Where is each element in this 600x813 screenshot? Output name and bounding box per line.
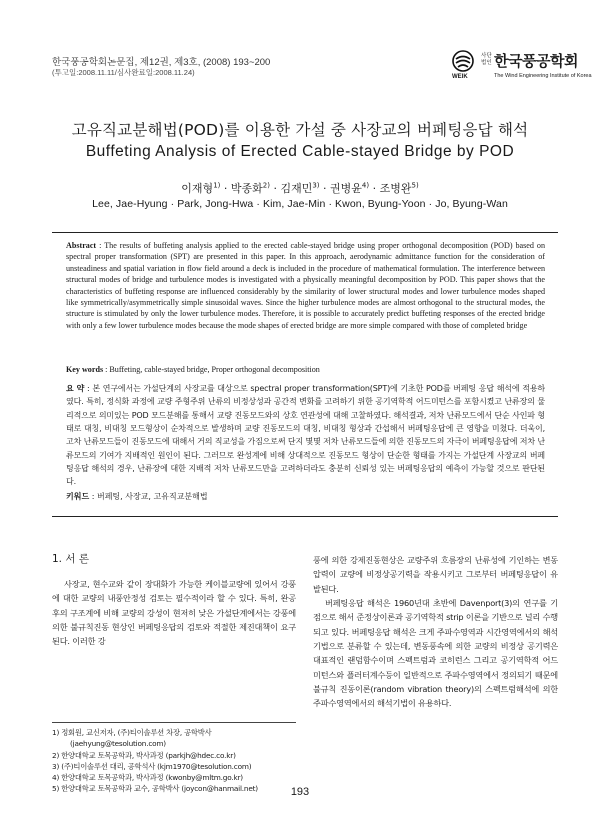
korean-keywords-text: : 버페팅, 사장교, 고유직교분해법	[91, 492, 208, 501]
author-name: 조병완	[379, 182, 412, 195]
keywords-text: : Buffeting, cable-stayed bridge, Proper orthogonal decomposition	[105, 365, 320, 374]
logo-society-name: 한국풍공학회	[494, 52, 578, 70]
abstract-english	[66, 240, 545, 331]
footnote: 5) 한양대학교 토목공학과 교수, 공학박사 (joycon@hanmail.net)	[52, 784, 258, 794]
korean-keywords-label: 키워드	[66, 492, 90, 501]
left-column-body	[52, 577, 296, 649]
korean-abstract-text: : 본 연구에서는 가설단계의 사장교를 대상으로 spectral proper transformation(SPT)에 기초한 POD를 버페팅 응답 해석에 적용하였다. 특히, 정식화 과정에 교량 주형주위 난류의 비정상성과 공간적 변화를 고려하기 위한 공기역학적 어드미턴스를 포함시켰고 난류장의 물리적으로 의미있는 POD 모드분해를 통해서 교량 진동모드와의 상호 연관성에 대해 고찰하였다. 해석결과, 저차 난류모드에서 단순 사인파 형태로 대칭, 비대칭 모드형상이 순차적으로 발생하며 교량 진동모드의 대칭, 비대칭 형상과 간섭해서 버페팅응답에 큰 영향을 미쳤다. 더욱이, 고차 난류모드들이 진동모드에 대해서 거의 직교성을 가짐으로써 단지 몇몇 저차 난류모드들에 의한 진동모드의 자극이 버페팅응답에 저차 난류모드의 기여가 지배적인 원인이 된다. 그러므로 완성계에 비해 상대적으로 진동모드 형상이 단순한 형태를 가지는 가설단계 사장교의 버페팅응답 해석의 경우, 난류장에 대한 지배적 저차 난류모드만을 고려하더라도 충분히 신뢰성 있는 버페팅응답의 예측이 가능할 것으로 판단된다.	[66, 384, 545, 487]
logo-abbrev: WEIK	[452, 74, 468, 80]
footnotes	[52, 727, 296, 795]
abstract-label: Abstract	[66, 241, 97, 250]
author-affiliation-mark: 4)	[361, 181, 370, 190]
wind-logo-icon	[452, 50, 474, 72]
keywords-korean	[66, 491, 545, 502]
author-name: 이재형	[181, 182, 214, 195]
footnote: 3) (주)티이솔루션 대리, 공학석사 (kjm1970@tesolution.com)	[52, 761, 252, 771]
authors-english: Lee, Jae-Hyung · Park, Jong-Hwa · Kim, Jae-Min · Kwon, Byung-Yoon · Jo, Byung-Wan	[92, 198, 508, 210]
page-number: 193	[290, 786, 310, 798]
logo-prefix: 사단 법인	[481, 53, 492, 66]
keywords-label: Key words	[66, 365, 104, 374]
top-rule	[52, 232, 558, 233]
journal-citation: 한국풍공학회논문집, 제12권, 제3호, (2008) 193~200	[52, 57, 271, 68]
footnote: 4) 한양대학교 토목공학과, 박사과정 (kwonby@mltm.go.kr)	[52, 773, 243, 783]
author-separator: ·	[220, 182, 231, 195]
author-name: 권병윤	[330, 182, 362, 195]
author-affiliation-mark: 1)	[213, 181, 221, 190]
body-paragraph: 풍에 의한 강제진동현상은 교량주위 흐름장의 난류성에 기인하는 변동압력이 교량에 비정상공기력을 작용시키고 그로부터 버페팅응답이 유발된다.	[313, 555, 558, 594]
footnote: 2) 한양대학교 토목공학과, 박사과정 (parkjh@hdec.co.kr)	[52, 750, 236, 760]
section-heading-introduction: 1. 서 론	[52, 553, 89, 565]
author-name: 박종화	[230, 182, 263, 195]
bottom-rule	[52, 516, 558, 517]
paper-title-english: Buffeting Analysis of Erected Cable-stayed Bridge by POD	[85, 143, 515, 160]
author-affiliation-mark: 2)	[262, 181, 270, 190]
society-logo	[452, 50, 592, 86]
body-paragraph: 사장교, 현수교와 같이 장대화가 가능한 케이블교량에 있어서 강풍에 대한 교량의 내풍안정성 검토는 필수적이라 할 수 있다. 특히, 완공후의 구조계에 비해 교량의 강성이 현저히 낮은 가설단계에서는 강풍에 의한 불규칙진동 현상인 버페팅응답의 검토와 적절한 제진대책이 요구된다. 이러한 강	[52, 579, 296, 647]
abstract-korean	[66, 382, 545, 489]
keywords-english	[66, 365, 545, 374]
authors-korean	[0, 180, 600, 196]
logo-english-name: The Wind Engineering Institute of Korea	[494, 73, 592, 79]
author-separator: ·	[319, 182, 331, 195]
author-affiliation-mark: 3)	[312, 181, 320, 190]
author-affiliation-mark: 5)	[411, 181, 419, 190]
submission-dates: (투고일:2008.11.11/심사완료일:2008.11.24)	[52, 68, 195, 77]
footnote-continuation: (jaehyung@tesolution.com)	[70, 739, 166, 749]
footnote: 1) 정회원, 교신저자, (주)티이솔루션 차장, 공학박사	[52, 728, 212, 737]
body-paragraph: 버페팅응답 해석은 1960년대 초반에 Davenport(3)의 연구를 기점으로 해서 준정상이론과 공기역학적 strip 이론을 기반으로 널리 수행되고 있다. 버페팅응답 해석은 크게 주파수영역과 시간영역에서의 해석기법으로 분류할 수 있는데, 변동풍속에 의한 교량의 비정상 공기력은 대표적인 랜덤함수이며 스펙트럼과 코히런스 그리고 공기역학적 어드미턴스와 플러터계수등이 일반적으로 주파수영역에서 정의되기 때문에 불규칙 진동이론(random vibration theory)의 스펙트럼해석에 의한 주파수영역에서의 해석기법이 유용하다.	[313, 598, 558, 709]
abstract-text: : The results of buffeting analysis applied to the erected cable-stayed bridge using proper orthogonal decomposition (POD) based on spectral proper transformation (SPT) are presented in this paper. In this approach, aerodynamic admittance function for the consideration of unsteadiness and spatial variation in flow field around a deck is included in the procedure of mathematical formulation. The interference between structural modes of bridge and turbulence modes is investigated with a physically meaningful decomposition by POD. This paper shows that the characteristics of buffeting response are influenced considerably by the similarity of lower structural modes and lower turbulence modes shaped like symmetrically/asymmetrically simple sinusoidal waves. Since the higher turbulence modes are almost orthogonal to the structural modes, the structure is stimulated by only the lower turbulence modes. Therefore, it is possible to accurately predict buffeting responses of the erected bridge with only a few lower turbulence modes because the mode shapes of erected bridge are more simple compared with those of completed bridge	[66, 241, 546, 330]
author-separator: ·	[369, 182, 380, 195]
korean-abstract-label: 요 약	[66, 384, 85, 393]
paper-title-korean: 고유직교분해법(POD)를 이용한 가설 중 사장교의 버페팅응답 해석	[71, 121, 529, 139]
author-separator: ·	[269, 182, 281, 195]
author-name: 김재민	[280, 182, 313, 195]
right-column-body	[313, 553, 558, 711]
footnote-rule	[52, 722, 296, 723]
